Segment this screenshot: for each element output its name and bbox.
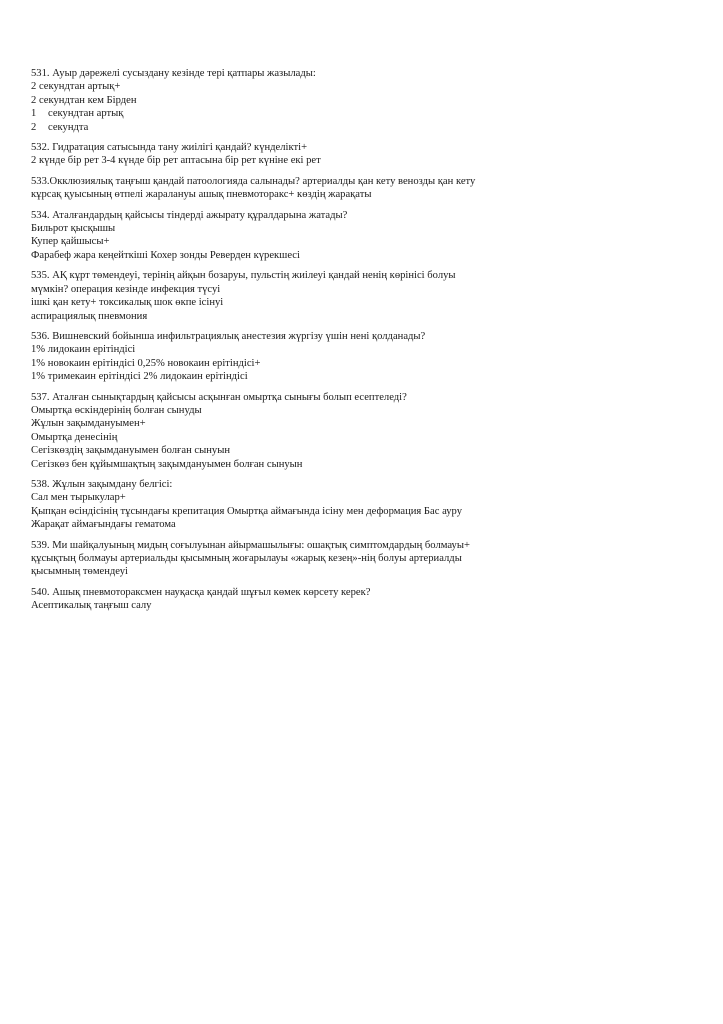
- document-page: [31, 67, 711, 620]
- question-text: 531. Ауыр дәрежелі сусыздану кезінде тері қатпары жазылады:: [31, 68, 316, 79]
- question-537: [31, 391, 711, 471]
- answer-option: Қыпқан өсіндісінің тұсындағы крепитация Омыртқа аймағында ісіну мен деформация Бас ауру: [31, 505, 462, 517]
- question-text: 536. Вишневский бойынша инфильтрациялық анестезия жүргізу үшін нені қолданады?: [31, 330, 426, 342]
- question-text: 535. АҚ кұрт төмендеуі, терінің айқын бозаруы, пульстің жиілеуі қандай ненің көрінісі болуы: [31, 270, 456, 282]
- question-text: 532. Гидратация сатысында тану жиілігі қандай? күнделікті+: [31, 142, 308, 154]
- numbered-option: [31, 121, 711, 134]
- numbered-option: [31, 107, 711, 120]
- answer-option: 1% лидокаин ерітіндісі: [31, 344, 136, 356]
- answer-option: Сегізкөздің зақымдануымен болған сынуын: [31, 445, 230, 457]
- answer-option: Асептикалық таңғыш салу: [31, 600, 152, 612]
- question-531: [31, 67, 711, 134]
- answer-option: Купер қайшысы+: [31, 236, 110, 248]
- option-text: секундтан артық: [48, 108, 124, 120]
- question-540: [31, 586, 711, 613]
- answer-option: Сал мен тырыкулар+: [31, 492, 126, 504]
- question-536: [31, 330, 711, 384]
- question-534: [31, 209, 711, 263]
- answer-option: Омыртқа денесінің: [31, 431, 118, 443]
- answer-option: құсықтың болмауы артериальды қысымның жоғарылауы «жарық кезең»-нің болуы артериалды: [31, 553, 462, 564]
- answer-option: 2 секундтан кем Бірден: [31, 94, 137, 106]
- question-532: [31, 141, 711, 168]
- question-text: 540. Ашық пневмотораксмен науқасқа қандай шұғыл көмек көрсету керек?: [31, 586, 371, 598]
- answer-option: аспирациялық пневмония: [31, 310, 148, 322]
- answer-option: Фарабеф жара кеңейткіші Кохер зонды Реверден күрекшесі: [31, 249, 300, 261]
- option-number: 1: [31, 108, 37, 120]
- option-text: секундта: [48, 121, 89, 133]
- question-text: 539. Ми шайқалуының мидың соғылуынан айырмашылығы: ошақтық симптомдардың болмауы+: [31, 539, 470, 551]
- question-538: [31, 478, 711, 532]
- question-539: [31, 539, 711, 579]
- question-535: [31, 269, 711, 323]
- answer-option: Жарақат аймағындағы гематома: [31, 519, 176, 531]
- answer-option: 1% тримекаин ерітіндісі 2% лидокаин ерітіндісі: [31, 371, 248, 383]
- question-text: 533.Окклюзиялық таңғыш қандай патоологияда салынады? артериалды қан кету венозды қан кету: [31, 175, 476, 187]
- question-text: 538. Жұлын зақымдану белгісі:: [31, 478, 173, 490]
- question-text: 534. Аталғандардың қайсысы тіндерді ажырату құралдарына жатады?: [31, 209, 348, 221]
- option-number: 2: [31, 121, 37, 133]
- answer-option: 2 секундтан артық+: [31, 81, 121, 93]
- answer-option: Бильрот қысқышы: [31, 223, 116, 235]
- answer-option: мүмкін? операция кезінде инфекция түсуі: [31, 283, 221, 295]
- answer-option: Омыртқа өскіндерінің болған сынуды: [31, 404, 202, 416]
- answer-option: қысымның төмендеуі: [31, 566, 128, 578]
- question-533: [31, 175, 711, 202]
- answer-option: Сегізкөз бен құйымшақтың зақымдануымен болған сынуын: [31, 458, 303, 470]
- answer-option: 1% новокаин ерітіндісі 0,25% новокаин ерітіндісі+: [31, 357, 261, 369]
- answer-option: ішкі қан кету+ токсикалық шок өкпе ісінуі: [31, 297, 224, 309]
- question-text: 537. Аталған сынықтардың қайсысы асқынған омыртқа сынығы болып есептеледі?: [31, 391, 407, 403]
- answer-option: кұрсақ қуысының өтпелі жаралануы ашық пневмоторакс+ көздің жарақаты: [31, 189, 372, 201]
- answer-option: Жұлын зақымдануымен+: [31, 418, 146, 430]
- answer-option: 2 күнде бір рет 3-4 күнде бір рет аптасына бір рет күніне екі рет: [31, 155, 321, 167]
